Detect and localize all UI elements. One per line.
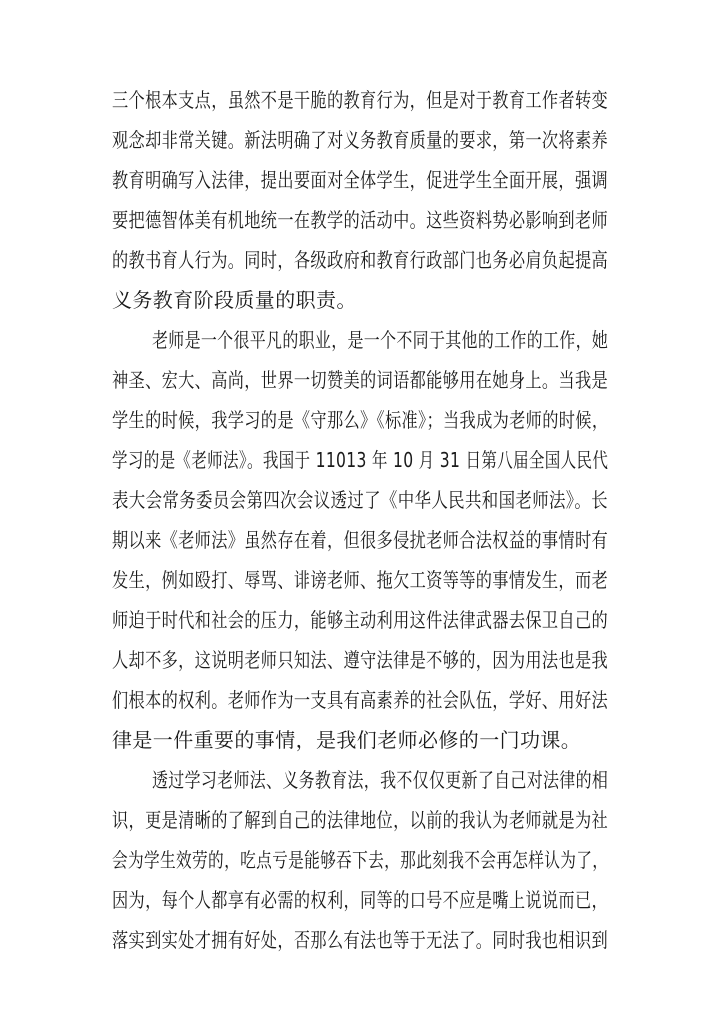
text-line: 学习的是《老师法》。我国于 11013 年 10 月 31 日第八届全国人民代 (112, 448, 609, 472)
text-line: 要把德智体美有机地统一在教学的活动中。这些资料势必影响到老师 (112, 208, 609, 232)
text-line: 观念却非常关键。新法明确了对义务教育质量的要求，第一次将素养 (112, 128, 609, 152)
text-line: 师迫于时代和社会的压力，能够主动利用这件法律武器去保卫自己的 (112, 608, 609, 632)
text-line: 教育明确写入法律，提出要面对全体学生，促进学生全面开展，强调 (112, 168, 609, 192)
text-line: 三个根本支点，虽然不是干脆的教育行为，但是对于教育工作者转变 (112, 88, 609, 112)
text-line: 们根本的权利。老师作为一支具有高素养的社会队伍，学好、用好法 (112, 688, 609, 712)
paragraph-first-line: 透过学习老师法、义务教育法，我不仅仅更新了自己对法律的相 (152, 768, 609, 792)
text-line: 神圣、宏大、高尚，世界一切赞美的词语都能够用在她身上。当我是 (112, 368, 609, 392)
text-line: 学生的时候，我学习的是《守那么》《标准》；当我成为老师的时候， (112, 408, 609, 432)
text-line: 人却不多，这说明老师只知法、遵守法律是不够的，因为用法也是我 (112, 648, 609, 672)
text-line: 因为，每个人都享有必需的权利，同等的口号不应是嘴上说说而已， (112, 888, 609, 912)
text-line: 会为学生效劳的，吃点亏是能够吞下去，那此刻我不会再怎样认为了， (112, 848, 609, 872)
text-line: 发生，例如殴打、辱骂、诽谤老师、拖欠工资等等的事情发生，而老 (112, 568, 609, 592)
text-line: 律是一件重要的事情，是我们老师必修的一门功课。 (112, 728, 582, 752)
text-line: 表大会常务委员会第四次会议透过了《中华人民共和国老师法》。长 (112, 488, 608, 512)
paragraph-first-line: 老师是一个很平凡的职业，是一个不同于其他的工作的工作，她 (152, 328, 609, 352)
text-line: 期以来《老师法》虽然存在着，但很多侵扰老师合法权益的事情时有 (112, 528, 609, 552)
text-line: 识，更是清晰的了解到自己的法律地位，以前的我认为老师就是为社 (112, 808, 609, 832)
text-line: 的教书育人行为。同时，各级政府和教育行政部门也务必肩负起提高 (112, 248, 609, 272)
text-line: 义务教育阶段质量的职责。 (112, 288, 357, 312)
text-line: 落实到实处才拥有好处，否那么有法也等于无法了。同时我也相识到 (112, 928, 609, 952)
